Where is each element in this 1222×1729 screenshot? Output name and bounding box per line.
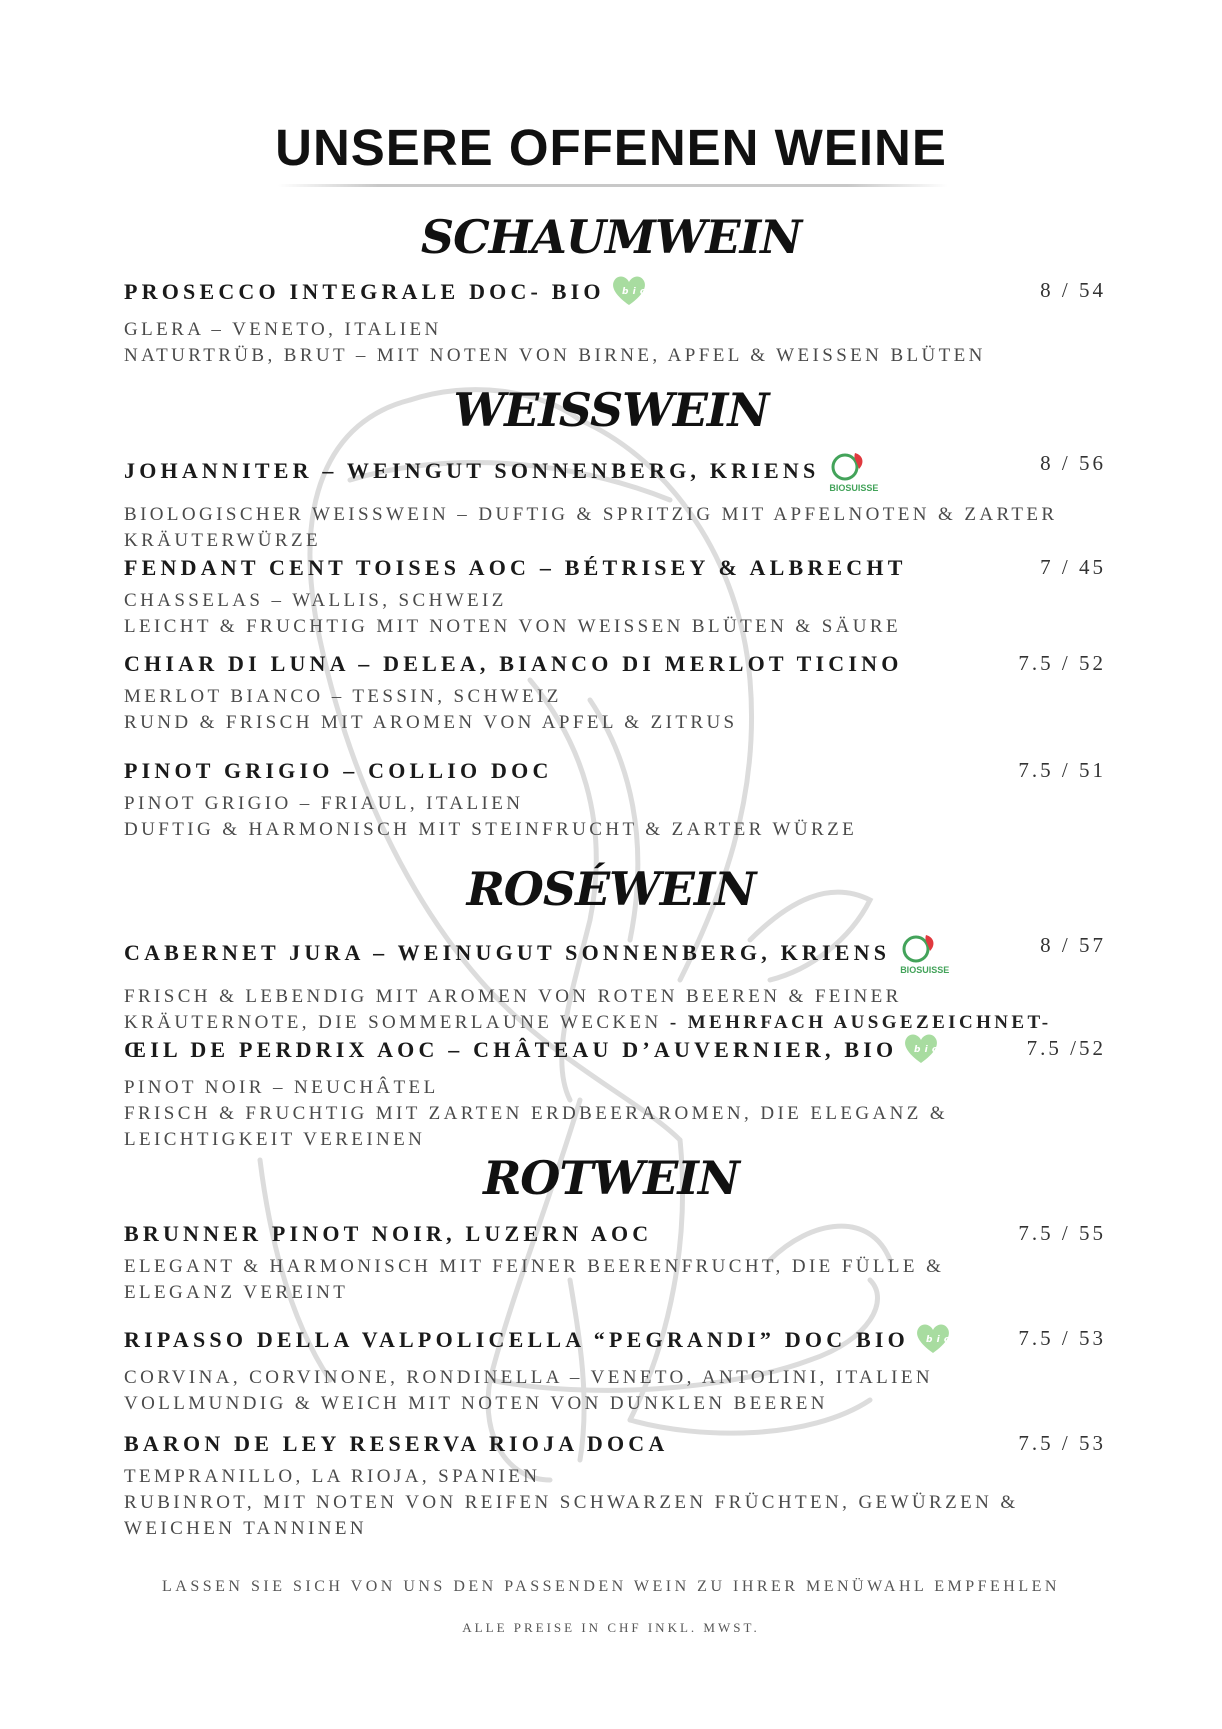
- footer-recommendation: LASSEN SIE SICH VON UNS DEN PASSENDEN WEIN ZU IHRER MENÜWAHL EMPFEHLEN: [162, 1578, 1060, 1595]
- wine-description: LEICHTIGKEIT VEREINEN: [124, 1129, 426, 1150]
- wine-name: ŒIL DE PERDRIX AOC – CHÂTEAU D’AUVERNIER, BIO bio: [124, 1036, 939, 1068]
- wine-item: [124, 278, 1106, 369]
- wine-origin: PINOT GRIGIO – FRIAUL, ITALIEN: [124, 793, 524, 814]
- wine-price: 8 / 57: [1040, 933, 1106, 957]
- wine-origin: PINOT NOIR – NEUCHÂTEL: [124, 1077, 439, 1098]
- svg-text:bio: bio: [925, 1335, 955, 1345]
- section-title-weisswein: WEISSWEIN: [453, 383, 769, 437]
- wine-name: RIPASSO DELLA VALPOLICELLA “PEGRANDI” DOC BIO bio: [124, 1326, 951, 1358]
- wine-description: KRÄUTERNOTE, DIE SOMMERLAUNE WECKEN - MEHRFACH AUSGEZEICHNET-: [124, 1012, 1052, 1033]
- wine-name: PROSECCO INTEGRALE DOC- BIO bio: [124, 278, 647, 310]
- wine-description: WEICHEN TANNINEN: [124, 1518, 368, 1539]
- title-underline: [278, 184, 948, 187]
- wine-description: RUND & FRISCH MIT AROMEN VON APFEL & ZITRUS: [124, 712, 738, 733]
- wine-origin: CHASSELAS – WALLIS, SCHWEIZ: [124, 590, 507, 611]
- wine-item: [124, 651, 1106, 736]
- wine-description: FRISCH & FRUCHTIG MIT ZARTEN ERDBEERAROMEN, DIE ELEGANZ &: [124, 1103, 949, 1124]
- biosuisse-logo-icon: BIOSUISSE: [898, 931, 950, 975]
- wine-origin: CORVINA, CORVINONE, RONDINELLA – VENETO, ANTOLINI, ITALIEN: [124, 1367, 934, 1388]
- wine-description: DUFTIG & HARMONISCH MIT STEINFRUCHT & ZARTER WÜRZE: [124, 819, 858, 840]
- biosuisse-logo-icon: BIOSUISSE: [827, 449, 879, 493]
- wine-description: ELEGANZ VEREINT: [124, 1282, 349, 1303]
- wine-price: 7.5 / 52: [1018, 651, 1106, 675]
- wine-origin: GLERA – VENETO, ITALIEN: [124, 319, 442, 340]
- wine-name: PINOT GRIGIO – COLLIO DOC: [124, 758, 553, 783]
- award-note: - MEHRFACH AUSGEZEICHNET-: [669, 1012, 1052, 1033]
- wine-item: [124, 1326, 1106, 1417]
- wine-item: [124, 1431, 1106, 1542]
- wine-item: [124, 555, 1106, 640]
- wine-name: BRUNNER PINOT NOIR, LUZERN AOC: [124, 1221, 653, 1246]
- wine-item: [124, 1221, 1106, 1306]
- wine-name: BARON DE LEY RESERVA RIOJA DOCA: [124, 1431, 669, 1456]
- wine-item: [124, 451, 1106, 554]
- section-title-rotwein: ROTWEIN: [483, 1151, 739, 1205]
- page-title: UNSERE OFFENEN WEINE: [275, 119, 947, 176]
- footer-price-note: ALLE PREISE IN CHF INKL. MWST.: [462, 1620, 760, 1635]
- wine-item: [124, 933, 1106, 1036]
- bio-heart-icon: [915, 1323, 955, 1355]
- wine-name: CABERNET JURA – WEINUGUT SONNENBERG, KRIENS BIOSUISSE: [124, 933, 950, 977]
- bio-heart-icon: [611, 275, 651, 307]
- wine-description: LEICHT & FRUCHTIG MIT NOTEN VON WEISSEN BLÜTEN & SÄURE: [124, 616, 901, 637]
- wine-price: 7.5 /52: [1026, 1036, 1106, 1060]
- wine-description: NATURTRÜB, BRUT – MIT NOTEN VON BIRNE, APFEL & WEISSEN BLÜTEN: [124, 345, 986, 366]
- wine-name: JOHANNITER – WEINGUT SONNENBERG, KRIENS BIOSUISSE: [124, 451, 879, 495]
- wine-price: 7.5 / 51: [1018, 758, 1106, 782]
- wine-description: FRISCH & LEBENDIG MIT AROMEN VON ROTEN BEEREN & FEINER: [124, 986, 902, 1007]
- svg-text:bio: bio: [621, 287, 651, 297]
- wine-name: CHIAR DI LUNA – DELEA, BIANCO DI MERLOT TICINO: [124, 651, 903, 676]
- wine-origin: MERLOT BIANCO – TESSIN, SCHWEIZ: [124, 686, 562, 707]
- wine-price: 7.5 / 53: [1018, 1326, 1106, 1350]
- svg-text:bio: bio: [914, 1045, 943, 1055]
- bio-heart-icon: [903, 1033, 943, 1065]
- wine-item: [124, 758, 1106, 843]
- wine-description: RUBINROT, MIT NOTEN VON REIFEN SCHWARZEN FRÜCHTEN, GEWÜRZEN &: [124, 1492, 1019, 1513]
- wine-name: FENDANT CENT TOISES AOC – BÉTRISEY & ALBRECHT: [124, 555, 907, 580]
- wine-item: [124, 1036, 1106, 1153]
- wine-description: BIOLOGISCHER WEISSWEIN – DUFTIG & SPRITZIG MIT APFELNOTEN & ZARTER: [124, 504, 1058, 525]
- section-title-rosewein: ROSÉWEIN: [466, 862, 756, 916]
- wine-price: 7 / 45: [1040, 555, 1106, 579]
- wine-price: 7.5 / 53: [1018, 1431, 1106, 1455]
- wine-price: 8 / 54: [1040, 278, 1106, 302]
- wine-origin: TEMPRANILLO, LA RIOJA, SPANIEN: [124, 1466, 541, 1487]
- section-title-schaumwein: SCHAUMWEIN: [420, 210, 802, 264]
- wine-description: ELEGANT & HARMONISCH MIT FEINER BEERENFRUCHT, DIE FÜLLE &: [124, 1256, 945, 1277]
- wine-description: KRÄUTERWÜRZE: [124, 530, 322, 551]
- wine-price: 8 / 56: [1040, 451, 1106, 475]
- wine-description: VOLLMUNDIG & WEICH MIT NOTEN VON DUNKLEN BEEREN: [124, 1393, 828, 1414]
- wine-price: 7.5 / 55: [1018, 1221, 1106, 1245]
